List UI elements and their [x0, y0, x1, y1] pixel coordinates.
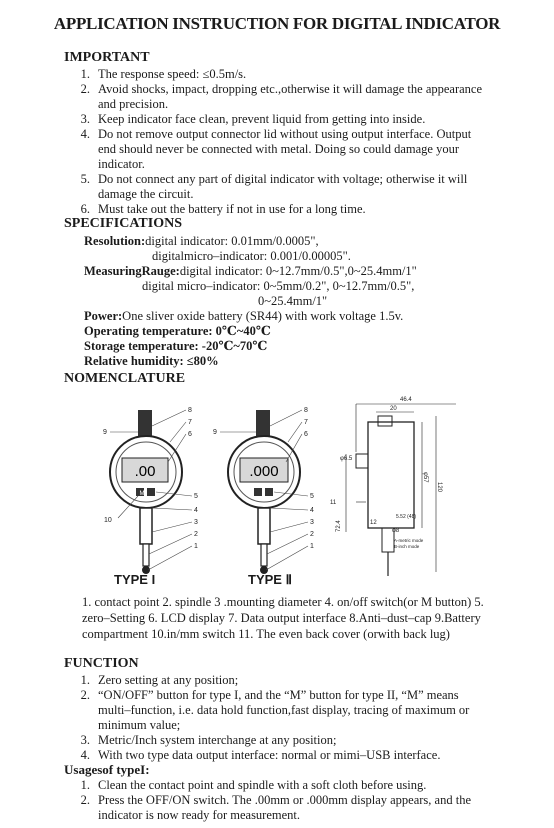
list-item: 3. Keep indicator face clean, prevent liquid from getting into inside.	[80, 112, 426, 126]
callout-1: 1	[310, 543, 314, 550]
spindle	[261, 544, 267, 566]
dim-20: 20	[390, 406, 397, 412]
important-heading: IMPORTANT	[64, 50, 150, 65]
callout-3: 3	[310, 519, 314, 526]
list-item: 4. Do not remove output connector lid without using output interface. Output end should never be connected with metal. Doing so could damage your indicator.	[80, 127, 472, 171]
range-line	[84, 264, 417, 279]
side-view-dimensions	[330, 397, 442, 549]
important-list	[64, 67, 484, 217]
mode-label-a: A-metric mode	[394, 538, 424, 543]
lcd-reading: .00	[134, 463, 156, 480]
range-line-3: 0~25.4mm/1"	[258, 294, 328, 308]
callout-4: 4	[310, 507, 314, 514]
dim-46-4: 46.4	[400, 397, 412, 403]
dim-phi-6-5: φ6.5	[340, 456, 353, 462]
function-list	[64, 673, 484, 763]
list-item: 1. Zero setting at any position;	[80, 673, 239, 687]
resolution-line-2: digitalmicro–indicator: 0.001/0.00005".	[152, 249, 351, 263]
callout-1: 1	[194, 543, 198, 550]
list-item: 2. Press the OFF/ON switch. The .00mm or .000mm display appears, and the indicator is now ready for measurement.	[80, 793, 471, 822]
callout-10: 10	[104, 517, 112, 524]
dim-120: 120	[436, 482, 442, 493]
callout-5: 5	[194, 493, 198, 500]
callout-2: 2	[310, 531, 314, 538]
type-2-indicator	[213, 407, 314, 574]
list-item: 2. “ON/OFF” button for type I, and the “M” button for type II, “M” means multi–function, i.e. data hold function,fast display, tracing of maximum or minimum value;	[80, 688, 470, 732]
dim-5-52: 5.52 (48)	[396, 514, 417, 520]
lcd-reading: .000	[249, 463, 279, 480]
dim-72-4: 72.4	[336, 520, 342, 532]
zero-button	[147, 488, 155, 496]
power-label: Power:	[84, 309, 123, 323]
callout-5: 5	[310, 493, 314, 500]
callout-11: 11	[330, 500, 337, 506]
power-value: One sliver oxide battery (SR44) with work voltage 1.5v.	[122, 309, 404, 323]
list-item: 4. With two type data output interface: normal or mimi–USB interface.	[80, 748, 441, 762]
dim-phi-8: φ8	[392, 528, 400, 534]
resolution-label: Resolution:	[84, 234, 146, 248]
m-button-label: M	[139, 491, 145, 497]
mounting-stem	[258, 508, 270, 544]
callout-4: 4	[194, 507, 198, 514]
dim-12: 12	[370, 520, 377, 526]
operating-temperature: Operating temperature: 0℃~40℃	[84, 324, 271, 338]
dim-phi-57: φ57	[422, 472, 428, 483]
nomenclature-heading: NOMENCLATURE	[64, 371, 186, 386]
nomenclature-figure	[60, 392, 500, 592]
range-value: digital indicator: 0~12.7mm/0.5",0~25.4mm/1"	[179, 264, 417, 278]
callout-7: 7	[188, 419, 192, 426]
spindle	[143, 544, 149, 566]
callout-2: 2	[194, 531, 198, 538]
list-item: 2. Avoid shocks, impact, dropping etc.,otherwise it will damage the appearance and precision.	[80, 82, 483, 111]
mounting-stem	[140, 508, 152, 544]
power-line	[84, 309, 403, 324]
callout-6: 6	[304, 431, 308, 438]
storage-temperature: Storage temperature: -20℃~70℃	[84, 339, 268, 353]
list-item: 6. Must take out the battery if not in use for a long time.	[80, 202, 366, 216]
callout-8: 8	[188, 407, 192, 414]
type-1-label: TYPE I	[114, 572, 156, 587]
resolution-line	[84, 234, 319, 249]
function-heading: FUNCTION	[64, 656, 139, 671]
list-item: 3. Metric/Inch system interchange at any position;	[80, 733, 337, 747]
type-2-label: TYPE Ⅱ	[248, 572, 292, 587]
callout-3: 3	[194, 519, 198, 526]
nomenclature-description: 1. contact point 2. spindle 3 .mounting diameter 4. on/off switch(or M button) 5. zero–Setting 6. LCD display 7. Data output interface 8.Anti–dust–cap 9.Battery compartment 10.in/mm switch 11. The even back cover (orwith back lug)	[82, 595, 484, 641]
m-button	[254, 488, 262, 496]
range-label: MeasuringRauge:	[84, 264, 180, 278]
page-title: APPLICATION INSTRUCTION FOR DIGITAL INDICATOR	[53, 14, 501, 33]
usage-heading: Usagesof typeI:	[64, 762, 150, 777]
resolution-value: digital indicator: 0.01mm/0.0005",	[145, 234, 319, 248]
type-1-indicator	[103, 407, 198, 574]
specifications-heading: SPECIFICATIONS	[64, 216, 182, 231]
zero-button	[265, 488, 273, 496]
mode-label-b: B-inch mode	[394, 544, 420, 549]
callout-9: 9	[103, 429, 107, 436]
callout-8: 8	[304, 407, 308, 414]
callout-9: 9	[213, 429, 217, 436]
list-item: 1. The response speed: ≤0.5m/s.	[80, 67, 247, 81]
callout-6: 6	[188, 431, 192, 438]
relative-humidity: Relative humidity: ≤80%	[84, 354, 219, 368]
usage-list	[64, 778, 484, 823]
list-item: 5. Do not connect any part of digital indicator with voltage; otherwise it will damage the circuit.	[80, 172, 468, 201]
callout-7: 7	[304, 419, 308, 426]
list-item: 1. Clean the contact point and spindle with a soft cloth before using.	[80, 778, 427, 792]
range-line-2: digital micro–indicator: 0~5mm/0.2", 0~12.7mm/0.5",	[142, 279, 415, 293]
